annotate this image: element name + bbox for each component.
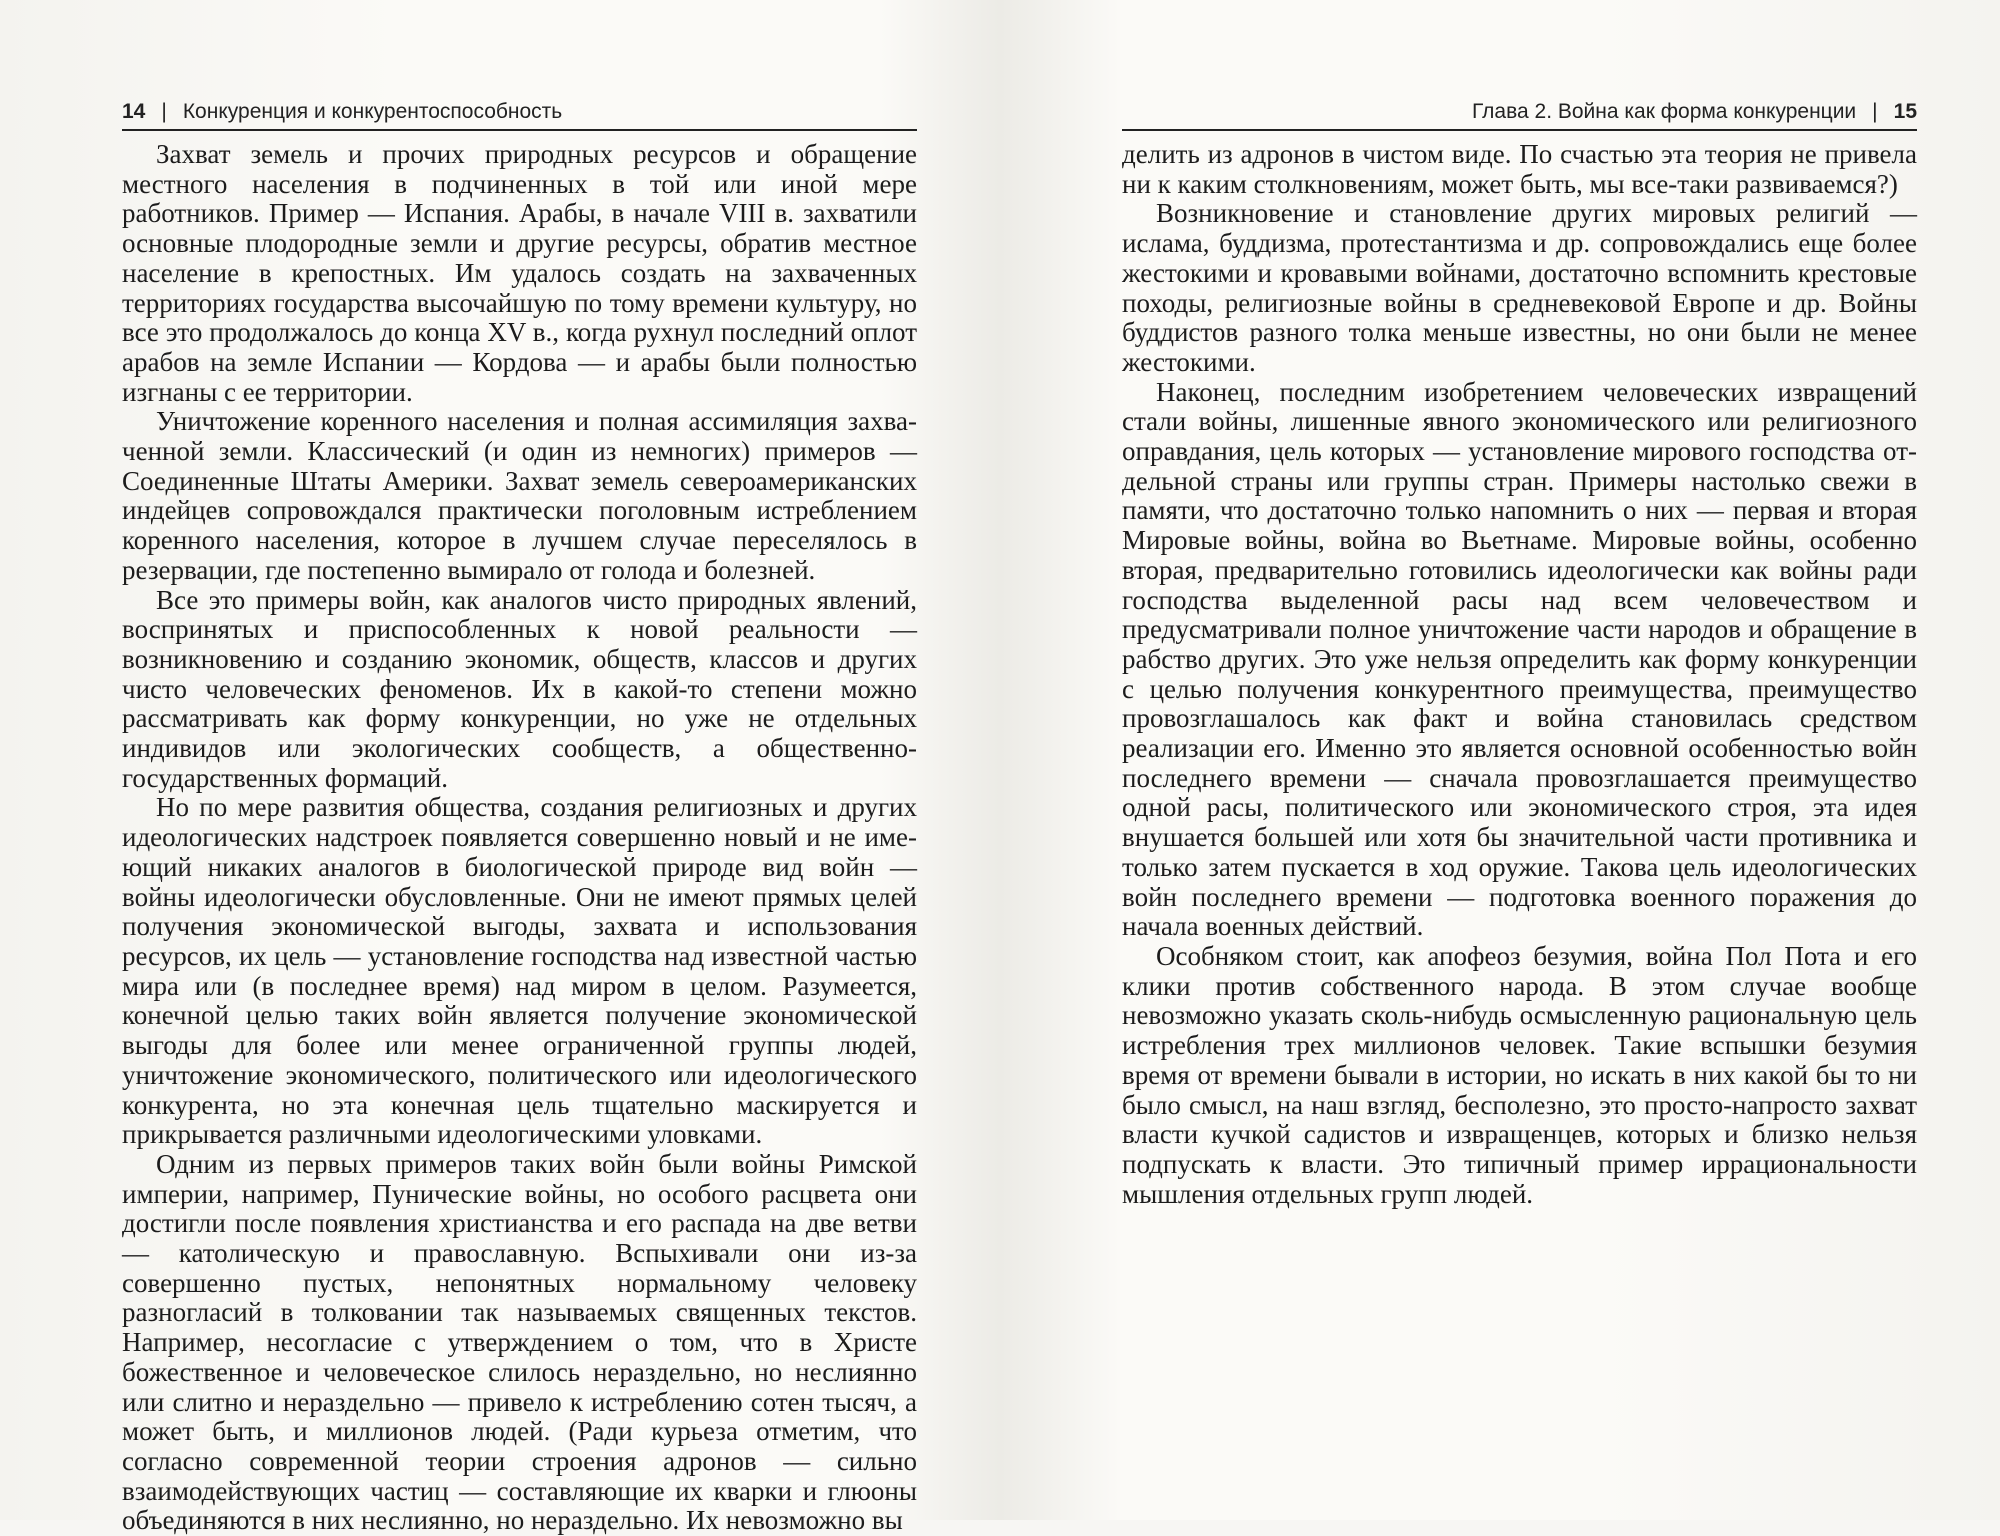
right-page-body — [1122, 140, 1917, 1209]
right-page — [1122, 0, 1917, 1520]
paragraph: Наконец, последним изобретением человеческих извращений стали войны, лишенные явного экономического или религиозного оправдания, цель которых — установление мирового господства отдельной страны или группы стран. Примеры настолько свежи в памяти, что достаточно только напомнить о них — первая и вторая Мировые войны, война во Вьетнаме. Мировые войны, особенно вторая, предварительно готовились идеологически как войны ради господства выделенной расы над всем человечеством и предусматривали полное уничтожение части народов и обращение в рабство других. Это уже нельзя определить как форму конкуренции с целью получения конкурентного преимущества, преимущество провозглашалось как факт и война становилась средством реализации его. Именно это является основной особенностью войн последнего времени — сначала провозглашается преимущество одной расы, политического или экономического строя, эта идея внушается большей или хотя бы значительной части противника и только затем пускается в ход оружие. Такова цель идеологических войн последнего времени — подготовка военного поражения до начала военных действий. — [1122, 376, 1917, 942]
paragraph: Все это примеры войн, как аналогов чисто природных явлений, воспринятых и приспособленных к новой реальности — возникновению и созданию экономик, обществ, классов и других чисто человеческих феноменов. Их в какой-то степени можно рассматривать как форму конкуренции, но уже не отдельных индивидов или экологических сообществ, а общественно-государственных формаций. — [122, 584, 917, 793]
running-title-right: Глава 2. Война как форма конкуренции — [1471, 100, 1857, 123]
continued-paragraph: делить из адронов в чистом виде. По счастью эта теория не привела ни к каким столкновениям, может быть, мы все-таки развиваемся?) — [1122, 139, 1917, 199]
header-separator-left: | — [161, 100, 167, 123]
running-head-left — [122, 95, 917, 131]
page-number-right: 15 — [1893, 100, 1917, 123]
paragraph: Но по мере развития общества, создания религиозных и других идеологических надстроек появляется совершенно новый и не имеющий никаких аналогов в биологической природе вид войн — войны идеологически обусловленные. Они не имеют прямых целей получения экономической выгоды, захвата и использования ресурсов, их цель — установление господства над известной частью мира или (в последнее время) над миром в целом. Разумеется, конечной целью таких войн является получение экономической выгоды для более или менее ограниченной группы людей, уничтожение экономического, политического или идеологического конкурента, но эта конечная цель тщательно маскируется и прикрывается различными идеологическими уловками. — [122, 792, 917, 1150]
paragraph: Особняком стоит, как апофеоз безумия, война Пол Пота и его клики против собственного народа. В этом случае вообще невозможно указать сколь-нибудь осмысленную рациональную цель истребления трех миллионов человек. Такие вспышки безумия время от времени бывали в истории, но искать в них какой бы то ни было смысл, на наш взгляд, бесполезно, это просто-напросто захват власти кучкой садистов и извращенцев, которых и близко нельзя подпускать к власти. Это типичный пример иррациональности мышления отдельных групп людей. — [1122, 940, 1917, 1209]
running-head-right — [1122, 95, 1917, 131]
left-page-body — [122, 140, 917, 1536]
page-number-left: 14 — [122, 100, 146, 123]
left-page — [122, 0, 917, 1536]
paragraph: Одним из первых примеров таких войн были войны Римской империи, например, Пунические войны, но особого расцвета они достигли после появления христианства и его распада на две ветви — католическую и православную. Вспыхивали они из-за совершенно пустых, непонятных нормальному человеку разногласий в толковании так называемых священных текстов. Например, несогласие с утверждением о том, что в Христе божественное и человеческое слилось нераздельно, но неслиянно или слитно и нераздельно — привело к истреблению сотен тысяч, а может быть, и миллионов людей. (Ради курьеза отметим, что согласно современной теории строения адронов — сильно взаимодействующих частиц — составляющие их кварки и глюоны объединяются в них неслиянно, но нераздельно. Их невозможно вы — [122, 1148, 917, 1536]
paragraph: Уничтожение коренного населения и полная ассимиляция захваченной земли. Классический (и один из немногих) примеров — Соединенные Штаты Америки. Захват земель североамериканских индейцев сопровождался практически поголовным истреблением коренного населения, которое в лучшем случае переселялось в резервации, где постепенно вымирало от голода и болезней. — [122, 406, 917, 585]
header-separator-right: | — [1872, 100, 1878, 123]
running-title-left: Конкуренция и конкурентоспособность — [182, 100, 563, 123]
paragraph: Захват земель и прочих природных ресурсов и обращение местного населения в подчиненных в той или иной мере работников. Пример — Испания. Арабы, в начале VIII в. захватили основные плодородные земли и другие ресурсы, обратив местное население в крепостных. Им удалось создать на захваченных территориях государства высочайшую по тому времени культуру, но все это продолжалось до конца XV в., когда рухнул последний оплот арабов на земле Испании — Кордова — и арабы были полностью изгнаны с ее территории. — [122, 139, 917, 407]
paragraph: Возникновение и становление других мировых религий — ислама, буддизма, протестантизма и др. сопровождались еще более жестокими и кровавыми войнами, достаточно вспомнить крестовые походы, религиозные войны в средневековой Европе и др. Войны буддистов разного толка меньше известны, но они были не менее жестокими. — [1122, 198, 1917, 377]
